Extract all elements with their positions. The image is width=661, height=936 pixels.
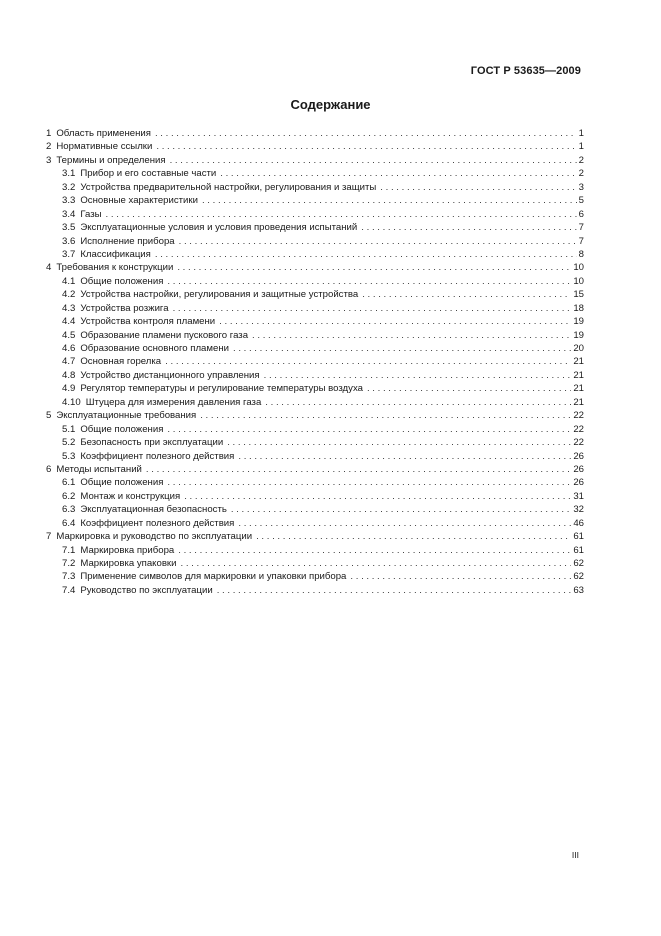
toc-entry-title: Маркировка прибора: [80, 544, 175, 556]
toc-entry[interactable]: [46, 557, 584, 570]
toc-entry[interactable]: [46, 194, 584, 207]
toc-entry[interactable]: [46, 570, 584, 583]
toc-entry-number: 4.8: [62, 369, 76, 381]
toc-entry-page: 19: [573, 316, 584, 328]
toc-dot-leader: [165, 355, 571, 368]
toc-entry-page: 18: [573, 302, 584, 314]
toc-entry[interactable]: [46, 329, 584, 342]
toc-entry-title: Эксплуатационная безопасность: [80, 504, 227, 516]
toc-dot-leader: [180, 557, 571, 570]
toc-dot-leader: [146, 463, 571, 476]
toc-entry-title: Классификация: [80, 248, 151, 260]
toc-entry[interactable]: [46, 248, 584, 261]
toc-entry[interactable]: [46, 342, 584, 355]
toc-entry-number: 7.4: [62, 584, 76, 596]
toc-entry-number: 3: [46, 154, 52, 166]
toc-dot-leader: [350, 570, 571, 583]
toc-dot-leader: [220, 167, 576, 180]
toc-entry-number: 6.4: [62, 517, 76, 529]
toc-entry-title: Безопасность при эксплуатации: [80, 437, 224, 449]
toc-entry[interactable]: [46, 517, 584, 530]
toc-entry-number: 3.3: [62, 195, 76, 207]
toc-entry-title: Руководство по эксплуатации: [80, 584, 213, 596]
toc-entry-page: 20: [573, 343, 584, 354]
toc-dot-leader: [252, 329, 571, 342]
toc-entry-title: Общие положения: [80, 477, 164, 489]
toc-entry[interactable]: [46, 288, 584, 301]
toc-entry-number: 4.9: [62, 383, 76, 395]
toc-entry[interactable]: [46, 235, 584, 248]
toc-entry-page: 15: [573, 289, 584, 301]
toc-entry-number: 4.3: [62, 302, 76, 314]
toc-entry-page: 21: [573, 356, 584, 368]
toc-entry-title: Устройства розжига: [80, 302, 169, 314]
toc-entry-page: 3: [578, 181, 584, 193]
toc-dot-leader: [167, 423, 571, 436]
toc-dot-leader: [178, 544, 571, 557]
toc-entry-title: Основная горелка: [80, 356, 162, 368]
toc-dot-leader: [177, 261, 571, 274]
toc-dot-leader: [233, 342, 571, 355]
toc-entry-title: Область применения: [56, 128, 151, 139]
page-title: Содержание: [290, 97, 371, 112]
toc-entry-page: 26: [573, 477, 584, 489]
toc-entry[interactable]: [46, 530, 584, 543]
toc-entry-page: 62: [573, 558, 584, 569]
toc-entry-number: 3.1: [62, 168, 76, 180]
toc-entry[interactable]: [46, 584, 584, 597]
toc-entry-number: 4.5: [62, 329, 76, 341]
toc-entry-number: 6: [46, 463, 52, 475]
toc-entry-number: 5.1: [62, 423, 76, 435]
toc-entry-number: 7.2: [62, 558, 76, 569]
toc-entry[interactable]: [46, 423, 584, 436]
toc-dot-leader: [238, 517, 571, 530]
toc-entry-page: 21: [573, 396, 584, 408]
toc-dot-leader: [167, 275, 571, 288]
toc-entry-number: 4.7: [62, 356, 76, 368]
toc-entry-page: 5: [578, 195, 584, 207]
toc-entry-title: Методы испытаний: [56, 463, 142, 475]
toc-dot-leader: [170, 154, 577, 167]
toc-entry[interactable]: [46, 208, 584, 221]
toc-entry-title: Коэффициент полезного действия: [80, 450, 235, 462]
toc-entry-page: 31: [573, 490, 584, 502]
toc-entry-page: 10: [573, 262, 584, 274]
toc-entry-number: 5: [46, 410, 52, 422]
toc-entry-number: 4.2: [62, 289, 76, 301]
toc-dot-leader: [200, 409, 571, 422]
toc-entry[interactable]: [46, 167, 584, 180]
toc-entry-page: 2: [578, 168, 584, 180]
toc-entry-title: Требования к конструкции: [56, 262, 174, 274]
toc-dot-leader: [184, 490, 571, 503]
toc-entry-number: 3.2: [62, 181, 76, 193]
toc-entry-title: Прибор и его составные части: [80, 168, 217, 180]
toc-entry[interactable]: [46, 140, 584, 153]
toc-dot-leader: [265, 396, 571, 409]
toc-entry[interactable]: [46, 409, 584, 422]
toc-entry-page: 7: [578, 235, 584, 247]
toc-entry-title: Газы: [80, 208, 102, 220]
toc-dot-leader: [231, 503, 571, 516]
toc-entry-page: 26: [573, 450, 584, 462]
toc-entry-title: Общие положения: [80, 423, 164, 435]
toc-entry-title: Нормативные ссылки: [56, 141, 153, 153]
toc-entry[interactable]: [46, 275, 584, 288]
toc-entry[interactable]: [46, 221, 584, 234]
toc-entry-title: Применение символов для маркировки и упаковки прибора: [80, 571, 347, 583]
toc-entry-title: Устройства контроля пламени: [80, 316, 216, 328]
toc-entry-number: 4.4: [62, 316, 76, 328]
toc-entry-page: 61: [573, 531, 584, 543]
toc-entry-page: 46: [573, 517, 584, 529]
toc-entry[interactable]: [46, 369, 584, 382]
toc-dot-leader: [362, 288, 571, 301]
toc-dot-leader: [227, 436, 571, 449]
document-code: ГОСТ Р 53635—2009: [470, 65, 581, 77]
toc-entry-title: Общие положения: [80, 275, 164, 287]
toc-entry-number: 2: [46, 141, 52, 153]
toc-dot-leader: [106, 208, 577, 221]
toc-entry-title: Исполнение прибора: [80, 235, 175, 247]
toc-entry-page: 22: [573, 437, 584, 449]
toc-entry-number: 3.4: [62, 208, 76, 220]
toc-entry-number: 6.2: [62, 490, 76, 502]
toc-entry-title: Эксплуатационные требования: [56, 410, 197, 422]
toc-dot-leader: [256, 530, 571, 543]
toc-entry-title: Штуцера для измерения давления газа: [85, 396, 262, 408]
toc-entry-number: 4.1: [62, 275, 76, 287]
toc-dot-leader: [156, 140, 576, 153]
toc-entry-number: 7.3: [62, 571, 76, 583]
toc-entry-page: 61: [573, 544, 584, 556]
toc-dot-leader: [219, 315, 571, 328]
toc-entry-number: 4.10: [62, 396, 81, 408]
toc-entry-page: 22: [573, 410, 584, 422]
toc-entry-title: Устройства настройки, регулирования и защитные устройства: [80, 289, 359, 301]
toc-entry-page: 21: [573, 383, 584, 395]
toc-dot-leader: [173, 302, 572, 315]
toc-dot-leader: [179, 235, 577, 248]
toc-entry-page: 6: [578, 208, 584, 220]
toc-entry-number: 6.3: [62, 504, 76, 516]
toc-entry-page: 2: [578, 154, 584, 166]
toc-dot-leader: [361, 221, 576, 234]
toc-entry-page: 26: [573, 463, 584, 475]
toc-entry[interactable]: [46, 503, 584, 516]
toc-entry-title: Маркировка упаковки: [80, 558, 177, 569]
toc-entry-page: 21: [573, 369, 584, 381]
toc-entry-page: 32: [573, 504, 584, 516]
toc-entry[interactable]: [46, 450, 584, 463]
toc-dot-leader: [155, 127, 577, 140]
toc-entry-title: Образование пламени пускового газа: [80, 329, 249, 341]
toc-entry[interactable]: [46, 544, 584, 557]
toc-entry[interactable]: [46, 127, 584, 140]
toc-dot-leader: [238, 450, 571, 463]
toc-entry-title: Эксплуатационные условия и условия проведения испытаний: [80, 222, 358, 234]
toc-entry[interactable]: [46, 261, 584, 274]
toc-entry[interactable]: [46, 302, 584, 315]
toc-entry-title: Монтаж и конструкция: [80, 490, 181, 502]
toc-entry-title: Регулятор температуры и регулирование температуры воздуха: [80, 383, 363, 395]
toc-entry[interactable]: [46, 436, 584, 449]
toc-entry-number: 6.1: [62, 477, 76, 489]
toc-entry[interactable]: [46, 382, 584, 395]
toc-entry[interactable]: [46, 315, 584, 328]
toc-entry-number: 5.2: [62, 437, 76, 449]
toc-entry-page: 22: [573, 423, 584, 435]
toc-entry-page: 63: [573, 584, 584, 596]
toc-entry-number: 3.6: [62, 235, 76, 247]
toc-dot-leader: [155, 248, 577, 261]
page-number: III: [571, 850, 579, 860]
toc-entry[interactable]: [46, 396, 584, 409]
toc-entry-page: 10: [573, 275, 584, 287]
toc-entry-number: 3.7: [62, 248, 76, 260]
toc-entry[interactable]: [46, 476, 584, 489]
toc-dot-leader: [217, 584, 572, 597]
toc-entry-number: 1: [46, 128, 52, 139]
toc-dot-leader: [264, 369, 572, 382]
toc-entry[interactable]: [46, 490, 584, 503]
toc-entry-number: 7.1: [62, 544, 76, 556]
toc-dot-leader: [167, 476, 571, 489]
toc-entry-number: 7: [46, 531, 52, 543]
toc-entry-title: Образование основного пламени: [80, 343, 229, 354]
toc-entry-title: Основные характеристики: [80, 195, 198, 207]
toc-entry[interactable]: [46, 463, 584, 476]
table-of-contents: [46, 127, 584, 597]
toc-entry-number: 4: [46, 262, 52, 274]
toc-entry-title: Маркировка и руководство по эксплуатации: [56, 531, 253, 543]
toc-entry-number: 5.3: [62, 450, 76, 462]
toc-entry-page: 1: [578, 128, 584, 139]
toc-entry-page: 62: [573, 571, 584, 583]
toc-entry[interactable]: [46, 181, 584, 194]
toc-dot-leader: [380, 181, 576, 194]
toc-entry-page: 7: [578, 222, 584, 234]
toc-entry-number: 4.6: [62, 343, 76, 354]
toc-entry[interactable]: [46, 355, 584, 368]
toc-entry-title: Коэффициент полезного действия: [80, 517, 235, 529]
toc-entry[interactable]: [46, 154, 584, 167]
toc-dot-leader: [202, 194, 577, 207]
toc-entry-title: Устройство дистанционного управления: [80, 369, 260, 381]
toc-entry-page: 19: [573, 329, 584, 341]
toc-entry-title: Устройства предварительной настройки, регулирования и защиты: [80, 181, 377, 193]
toc-entry-page: 1: [578, 141, 584, 153]
toc-dot-leader: [367, 382, 571, 395]
toc-entry-page: 8: [578, 248, 584, 260]
toc-entry-title: Термины и определения: [56, 154, 166, 166]
toc-entry-number: 3.5: [62, 222, 76, 234]
